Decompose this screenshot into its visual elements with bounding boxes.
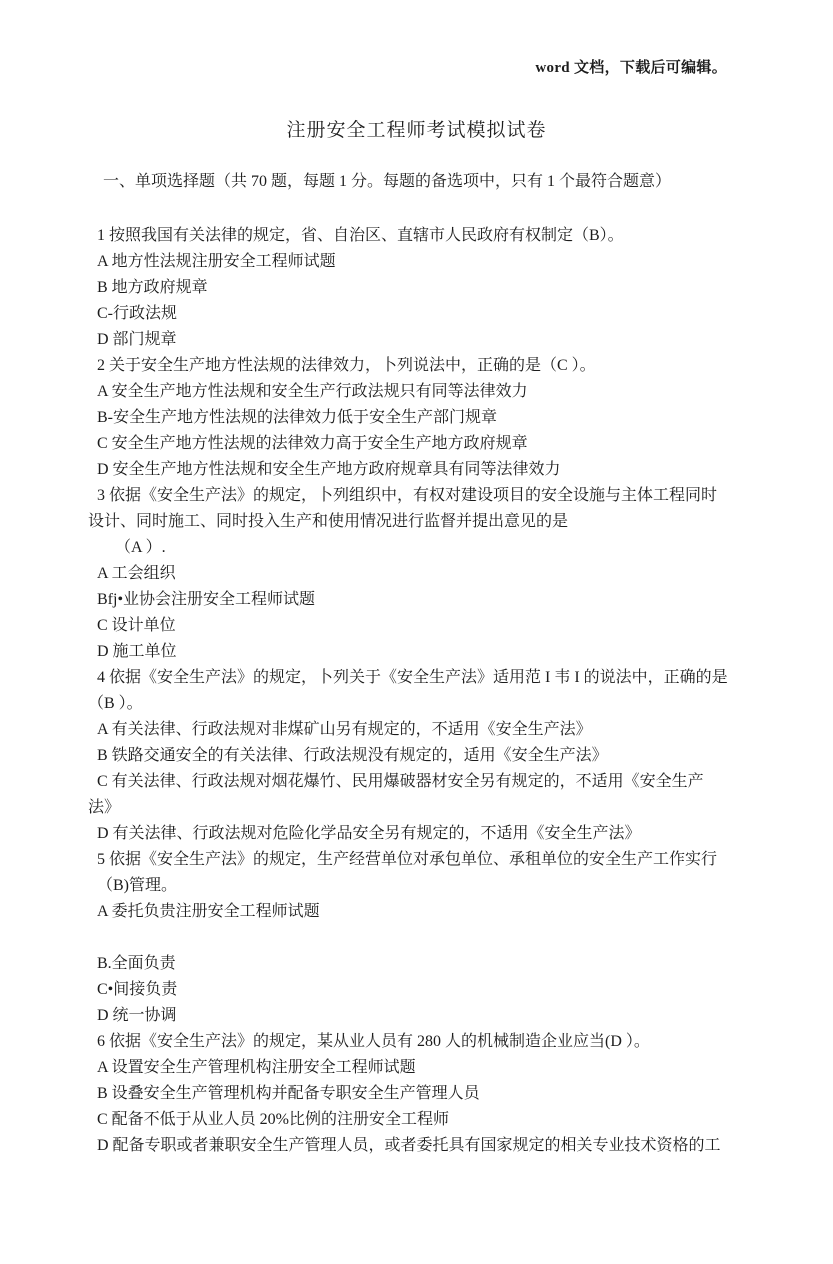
- text-line: A 安全生产地方性法规和安全生产行政法规只有同等法律效力: [97, 383, 528, 400]
- text-line: B.全面负责: [97, 955, 176, 972]
- text-line: B 铁路交通安全的有关法律、行政法规没有规定的，适用《安全生产法》: [97, 747, 608, 764]
- text-line: D 统一协调: [97, 1007, 177, 1024]
- text-line: Bfj•业协会注册安全工程师试题: [97, 591, 316, 608]
- text-line: C 配备不低于从业人员 20%比例的注册安全工程师: [97, 1111, 450, 1128]
- document-body: [0, 223, 833, 1159]
- text-line: D 施工单位: [97, 643, 177, 660]
- text-line: C-行政法规: [97, 305, 178, 322]
- text-line: D 部门规章: [97, 331, 177, 348]
- text-line: 6 依据《安全生产法》的规定，某从业人员有 280 人的机械制造企业应当(D ）。: [97, 1033, 650, 1050]
- text-line: C 有关法律、行政法规对烟花爆竹、民用爆破器材安全另有规定的，不适用《安全生产: [97, 773, 704, 790]
- text-line: D 有关法律、行政法规对危险化学品安全另有规定的，不适用《安全生产法》: [97, 825, 641, 842]
- blank-line: [97, 925, 753, 951]
- text-line: D 配备专职或者兼职安全生产管理人员，或者委托具有国家规定的相关专业技术资格的工: [97, 1137, 721, 1154]
- text-line: B 设叠安全生产管理机构并配备专职安全生产管理人员: [97, 1085, 480, 1102]
- text-line: B 地方政府规章: [97, 279, 208, 296]
- text-line: 5 依据《安全生产法》的规定，生产经营单位对承包单位、承租单位的安全生产工作实行: [97, 851, 718, 868]
- text-line: A 委托负贵注册安全工程师试题: [97, 903, 320, 920]
- editable-note: word 文档，下载后可编辑。: [535, 60, 727, 76]
- text-line: 2 关于安全生产地方性法规的法律效力，卜列说法中，正确的是（C ）。: [97, 357, 596, 374]
- text-line: C 设计单位: [97, 617, 176, 634]
- text-line: （A ）.: [115, 539, 166, 556]
- page-title: 注册安全工程师考试模拟试卷: [286, 120, 547, 141]
- text-line: A 地方性法规注册安全工程师试题: [97, 253, 336, 270]
- text-line: B-安全生产地方性法规的法律效力低于安全生产部门规章: [97, 409, 498, 426]
- text-line: A 工会组织: [97, 565, 176, 582]
- text-line: （B ）。: [88, 695, 143, 712]
- text-line: （B)管理。: [97, 877, 178, 894]
- text-line: 3 依据《安全生产法》的规定，卜列组织中，有权对建设项目的安全设施与主体工程同时: [97, 487, 718, 504]
- text-line: A 有关法律、行政法规对非煤矿山另有规定的，不适用《安全生产法》: [97, 721, 592, 738]
- text-line: 设计、同时施工、同时投入生产和使用情况进行监督并提出意见的是: [88, 513, 569, 530]
- text-line: 法》: [88, 799, 121, 816]
- text-line: 4 依据《安全生产法》的规定，卜列关于《安全生产法》适用范 I 韦 I 的说法中，正确的是: [97, 669, 728, 686]
- text-line: 1 按照我国有关法律的规定，省、自治区、直辖市人民政府有权制定（B）。: [97, 227, 624, 244]
- text-line: A 设置安全生产管理机构注册安全工程师试题: [97, 1059, 416, 1076]
- text-line: D 安全生产地方性法规和安全生产地方政府规章具有同等法律效力: [97, 461, 561, 478]
- section-heading: 一、单项选择题（共 70 题，每题 1 分。每题的备选项中，只有 1 个最符合题意）: [103, 173, 672, 190]
- text-line: C 安全生产地方性法规的法律效力高于安全生产地方政府规章: [97, 435, 528, 452]
- text-line: C•间接负责: [97, 981, 178, 998]
